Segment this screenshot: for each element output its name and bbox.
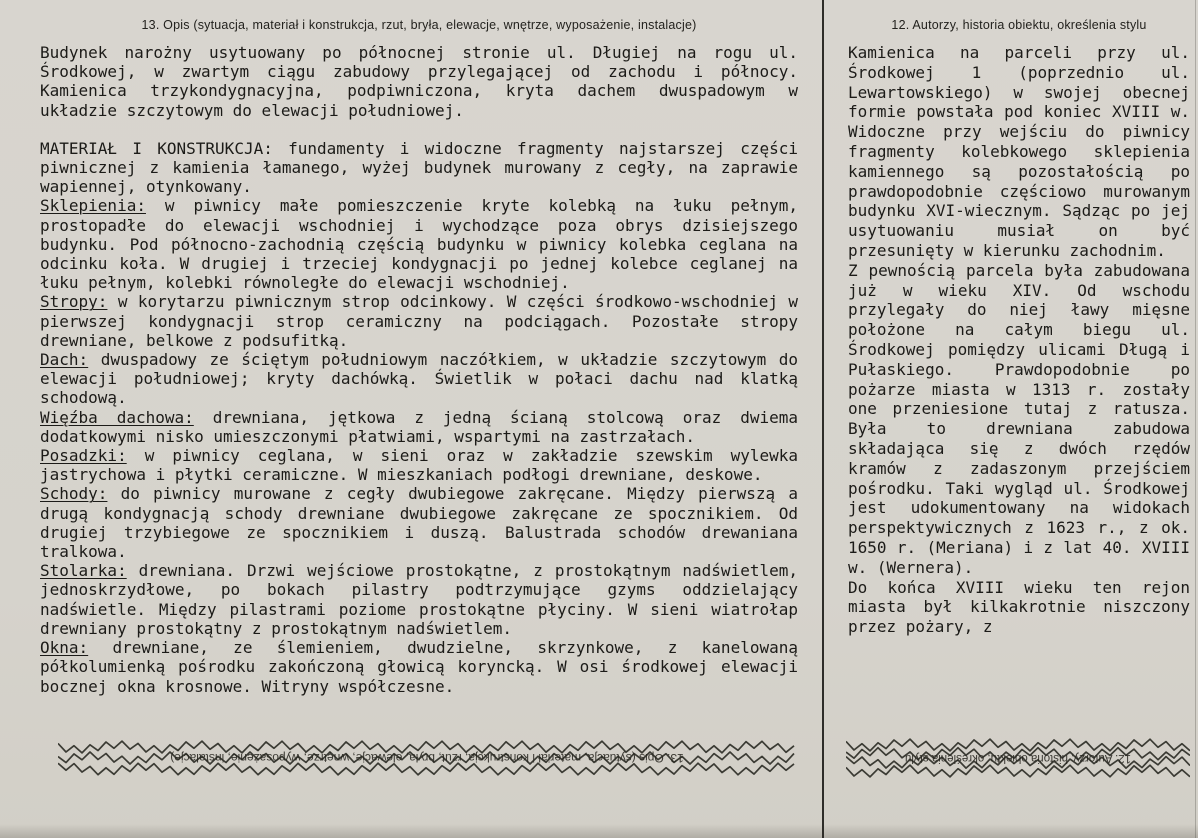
section-term: Stolarka: [40, 561, 127, 581]
section-term: Więźba dachowa: [40, 407, 194, 427]
section-term: Stropy: [40, 292, 108, 312]
section-13-header: 13. Opis (sytuacja, materiał i konstrukcja, rzut, bryła, elewacje, wnętrze, wyposażenie, instalacje) [141, 18, 697, 32]
paragraph-text: drewniana. Drzwi wejściowe prostokątne, z prostokątnym nadświetlem, jednoskrzydłowe, po bokach pilastry podtrzymujące gzyms oddzielający nadświetle. Między pilastrami poziome prostokątne płyciny. W sieni wiatrołap drewniany prostokątny z prostokątnym nadświetlem. [40, 561, 798, 638]
paragraph-stropy [40, 292, 798, 350]
paragraph-sklepienia [40, 196, 798, 292]
history-body [848, 43, 1190, 637]
paragraph-text: dwuspadowy ze ściętym południowym naczółkiem, w układzie szczytowym do elewacji południowej; kryty dachówką. Świetlik w połaci dachu nad klatką schodową. [40, 350, 798, 408]
section-term: Okna: [40, 638, 89, 658]
blank-line [40, 120, 798, 139]
page-bottom-shadow [0, 824, 1198, 838]
paragraph-text: do piwnicy murowane z cegły dwubiegowe zakręcane. Między pierwszą a drugą kondygnacją schody drewniane dwubiegowe zakręcane ze spocznikiem. Od drugiej trzybiegowe ze spocznikiem i duszą. Balustrada schodów drewaniana tralkowa. [40, 484, 798, 562]
section-term: Sklepienia: [40, 196, 146, 216]
page-right-edge-line [1195, 0, 1196, 838]
section-term: MATERIAŁ I KONSTRUKCJA: [40, 138, 273, 158]
section-12-header: 12. Autorzy, historia obiektu, określenia stylu [891, 18, 1147, 32]
section-term: Posadzki: [40, 446, 127, 466]
paragraph-text: Kamienica na parceli przy ul. Środkowej 1 (poprzednio ul. Lewartowskiego) w swojej obecnej formie powstała pod koniec XVIII w. Widoczne przy wejściu do piwnicy fragmenty kolebkowego sklepienia kamiennego są pozostałością po prawdopodobnie częściowo murowanym budynku XVI-wiecznym. Sądząc po jej usytuowaniu musiał on być przesunięty w kierunku zachodnim. [848, 43, 1190, 260]
paragraph-stolarka [40, 561, 798, 638]
scribble-lines [58, 740, 796, 776]
paragraph-text: Z pewnością parcela była zabudowana już w wieku XIV. Od wschodu przylegały do niej ławy mięsne położone na całym biegu ul. Środkowej pomiędzy ulicami Długą i Pułaskiego. Prawdopodobnie po pożarze miasta w 1313 r. zostały one przeniesione tutaj z ratusza. Była to drewniana zabudowa składająca się z dwóch rzędów kramów z zadaszonym przejściem pośrodku. Taki wygląd ul. Środkowej jest udokumentowany na widokach perspektywicznych z 1623 r., z ok. 1650 r. (Meriana) i z lat 40. XVIII w. (Wernera). [848, 260, 1190, 577]
history-column [848, 18, 1190, 637]
paragraph-history-3 [848, 578, 1190, 637]
column-divider-line [822, 0, 824, 838]
scribble-lines [846, 738, 1190, 778]
description-body [40, 43, 798, 696]
section-term: Dach: [40, 350, 89, 370]
paragraph-situation [40, 43, 798, 120]
paragraph-text: fundamenty i widoczne fragmenty najstarszej części piwnicznej z kamienia łamanego, wyżej budynek murowany z cegły, na zaprawie wapiennej, otynkowany. [40, 138, 798, 197]
paragraph-text: Budynek narożny usytuowany po północnej stronie ul. Długiej na rogu ul. Środkowej, w zwartym ciągu zabudowy przylegającej od zachodu i północy. Kamienica trzykondygnacyjna, podpiwniczona, kryta dachem dwuspadowym w układzie szczytowym do elewacji południowej. [40, 43, 798, 120]
paragraph-material [40, 139, 798, 197]
paragraph-history-1 [848, 43, 1190, 261]
paragraph-schody [40, 484, 798, 561]
paragraph-okna [40, 638, 798, 696]
paragraph-text: w piwnicy małe pomieszczenie kryte kolebką na łuku pełnym, prostopadłe do elewacji wschodniej i wychodzące poza obrys dzisiejszego budynku. Pod północno-zachodnią częścią budynku w piwnicy kolebka ceglana na odcinku koła. W drugiej i trzeciej kondygnacji po jednej kolebce ceglanej na łuku pełnym, kolebki równoległe do elewacji wschodniej. [40, 196, 798, 293]
description-column [40, 18, 798, 696]
paragraph-text: drewniana, jętkowa z jedną ścianą stolcową oraz dwiema dodatkowymi nisko umieszczonymi płatwiami, wspartymi na zastrzałach. [40, 407, 798, 446]
paragraph-text: Do końca XVIII wieku ten rejon miasta był kilkakrotnie niszczony przez pożary, z [848, 577, 1190, 637]
bleed-through-right [846, 738, 1190, 778]
section-term: Schody: [40, 484, 108, 504]
paragraph-posadzki [40, 446, 798, 484]
mirrored-section-13-header: 13. Opis (sytuacja, materiał i konstrukcja, rzut, bryła, elewacje, wnętrze, wyposażenie, instalacje) [170, 751, 684, 765]
paragraph-wiezba [40, 408, 798, 446]
paragraph-text: drewniane, ze ślemieniem, dwudzielne, skrzynkowe, z kanelowaną półkolumienką pośrodku zakończoną głowicą koryncką. W osi środkowej elewacji bocznej okna krosnowe. Witryny współczesne. [40, 638, 798, 696]
bleed-through-left [58, 740, 796, 776]
paragraph-history-2 [848, 261, 1190, 578]
paragraph-text: w korytarzu piwnicznym strop odcinkowy. W części środkowo-wschodniej w pierwszej kondygnacji strop ceramiczny na podciągach. Pozostałe stropy drewniane, belkowe z podsufitką. [40, 292, 798, 350]
mirrored-section-12-header: 12. Autorzy, historia obiektu, określenia stylu [904, 752, 1132, 764]
paragraph-text: w piwnicy ceglana, w sieni oraz w zakładzie szewskim wylewka jastrychowa i płytki ceramiczne. W mieszkaniach podłogi drewniane, deskowe. [40, 446, 799, 485]
paragraph-dach [40, 350, 798, 408]
